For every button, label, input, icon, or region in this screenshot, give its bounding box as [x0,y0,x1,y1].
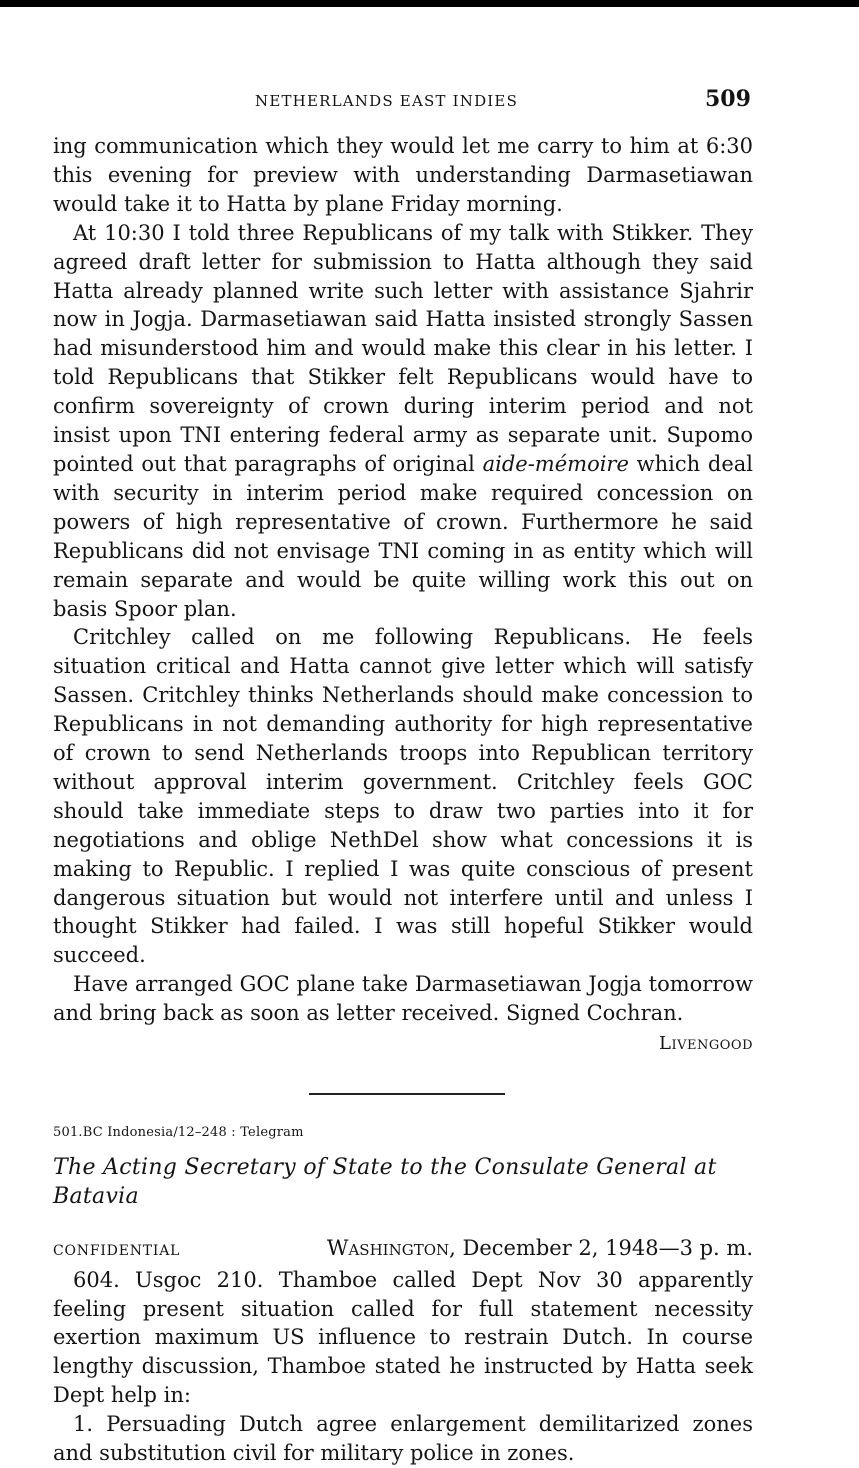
document-heading: The Acting Secretary of State to the Consulate General at Batavia [53,1154,717,1209]
page-number: 509 [705,86,751,112]
paragraph-thamboe: 604. Usgoc 210. Thamboe called Dept Nov 30 apparently feeling present situation called for full statement necessity exertion maximum US influence to restrain Dutch. In course lengthy discussion, Thamboe stated he instructed by Hatta seek Dept help in: [53,1267,753,1408]
paragraph-continuation: ing communication which they would let me carry to him at 6:30 this evening for preview with understanding Darmasetiawan would take it to Hatta by plane Friday morning. [53,134,753,216]
aide-memoire-term: aide-mémoire [482,451,629,476]
dateline-place: Washington [326,1235,450,1260]
file-reference: 501.BC Indonesia/12–248 : Telegram [53,1125,304,1140]
dateline-date: , December 2, 1948—3 p. m. [449,1235,753,1260]
list-item-1: 1. Persuading Dutch agree enlargement demilitarized zones and substitution civil for military police in zones. [53,1412,753,1466]
paragraph-republicans-text: At 10:30 I told three Republicans of my talk with Stikker. They agreed draft letter for submission to Hatta although they said Hatta already planned write such letter with assistance Sjahrir now in Jogja. Darmasetiawan said Hatta insisted strongly Sassen had misunderstood him and would make this clear in his letter. I told Republicans that Stikker felt Republicans would have to confirm sovereignty of crown during interim period and not insist upon TNI entering federal army as separate unit. Supomo pointed out that paragraphs of original [53,220,753,476]
paragraph-arrangements: Have arranged GOC plane take Darmasetiawan Jogja tomorrow and bring back as soon as letter received. Signed Cochran. [53,972,753,1026]
running-title: NETHERLANDS EAST INDIES [255,92,519,110]
signature: Livengood [659,1033,753,1055]
dateline [327,1234,753,1263]
section-divider [309,1093,505,1095]
paragraph-critchley: Critchley called on me following Republicans. He feels situation critical and Hatta cannot give letter which will satisfy Sassen. Critchley thinks Netherlands should make concession to Republicans in not demanding authority for high representative of crown to send Netherlands troops into Republican territory without approval interim government. Critchley feels GOC should take immediate steps to draw two parties into it for negotiations and oblige NethDel show what concessions it is making to Republic. I replied I was quite conscious of present dangerous situation but would not interfere until and unless I thought Stikker had failed. I was still hopeful Stikker would succeed. [53,625,753,968]
running-header [0,86,859,116]
paragraph-republicans-rest: which deal with security in interim period make required concession on powers of high representative of crown. Furthermore he said Republicans did not envisage TNI coming in as entity which will remain separate and would be quite willing work this out on basis Spoor plan. [53,451,754,621]
paragraph-republicans [53,219,753,624]
dateline-row [53,1234,753,1266]
body-text [53,132,753,1468]
classification-label: CONFIDENTIAL [53,1242,181,1259]
